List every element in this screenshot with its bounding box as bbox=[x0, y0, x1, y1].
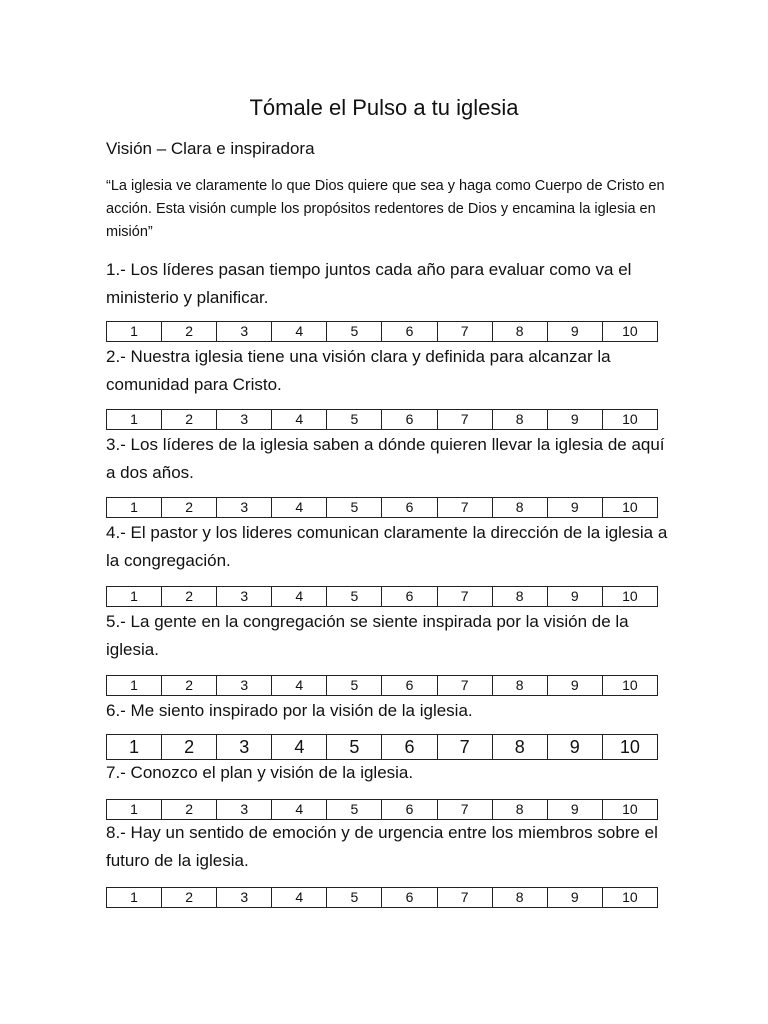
rating-option-3[interactable]: 3 bbox=[217, 888, 272, 908]
rating-option-9[interactable]: 9 bbox=[547, 676, 602, 696]
rating-scale-7 bbox=[106, 799, 658, 820]
rating-option-8[interactable]: 8 bbox=[492, 498, 547, 518]
rating-scale-6 bbox=[106, 734, 658, 760]
rating-option-9[interactable]: 9 bbox=[547, 800, 602, 820]
rating-option-7[interactable]: 7 bbox=[437, 800, 492, 820]
rating-row bbox=[107, 498, 658, 518]
rating-option-1[interactable]: 1 bbox=[107, 888, 162, 908]
rating-scale-2 bbox=[106, 409, 658, 430]
rating-option-4[interactable]: 4 bbox=[272, 735, 327, 760]
rating-option-1[interactable]: 1 bbox=[107, 676, 162, 696]
question-2: 2.- Nuestra iglesia tiene una visión clara y definida para alcanzar la comunidad para Cristo. bbox=[106, 347, 611, 394]
rating-option-1[interactable]: 1 bbox=[107, 587, 162, 607]
rating-option-7[interactable]: 7 bbox=[437, 322, 492, 342]
rating-option-5[interactable]: 5 bbox=[327, 735, 382, 760]
rating-option-6[interactable]: 6 bbox=[382, 800, 437, 820]
rating-row bbox=[107, 888, 658, 908]
rating-option-4[interactable]: 4 bbox=[272, 587, 327, 607]
rating-scale-3 bbox=[106, 497, 658, 518]
rating-option-5[interactable]: 5 bbox=[327, 587, 382, 607]
rating-option-9[interactable]: 9 bbox=[547, 410, 602, 430]
question-7: 7.- Conozco el plan y visión de la iglesia. bbox=[106, 763, 414, 782]
rating-option-2[interactable]: 2 bbox=[162, 587, 217, 607]
question-8: 8.- Hay un sentido de emoción y de urgencia entre los miembros sobre el futuro de la iglesia. bbox=[106, 823, 658, 870]
rating-scale-8 bbox=[106, 887, 658, 908]
rating-row bbox=[107, 410, 658, 430]
rating-option-4[interactable]: 4 bbox=[272, 888, 327, 908]
vision-quote: “La iglesia ve claramente lo que Dios quiere que sea y haga como Cuerpo de Cristo en acción. Esta visión cumple los propósitos redentores de Dios y encamina la iglesia en misión” bbox=[106, 178, 665, 240]
rating-option-7[interactable]: 7 bbox=[437, 676, 492, 696]
rating-row bbox=[107, 800, 658, 820]
rating-option-9[interactable]: 9 bbox=[547, 735, 602, 760]
rating-option-4[interactable]: 4 bbox=[272, 322, 327, 342]
rating-option-3[interactable]: 3 bbox=[217, 800, 272, 820]
rating-row bbox=[107, 587, 658, 607]
question-1: 1.- Los líderes pasan tiempo juntos cada año para evaluar como va el ministerio y planificar. bbox=[106, 260, 632, 307]
rating-option-9[interactable]: 9 bbox=[547, 587, 602, 607]
rating-option-5[interactable]: 5 bbox=[327, 498, 382, 518]
rating-scale-5 bbox=[106, 675, 658, 696]
rating-option-6[interactable]: 6 bbox=[382, 410, 437, 430]
rating-option-10[interactable]: 10 bbox=[602, 410, 657, 430]
rating-option-10[interactable]: 10 bbox=[602, 587, 657, 607]
question-4: 4.- El pastor y los lideres comunican claramente la dirección de la iglesia a la congregación. bbox=[106, 523, 668, 570]
rating-option-8[interactable]: 8 bbox=[492, 735, 547, 760]
rating-option-1[interactable]: 1 bbox=[107, 735, 162, 760]
rating-scale-1 bbox=[106, 321, 658, 342]
rating-option-3[interactable]: 3 bbox=[217, 587, 272, 607]
rating-option-10[interactable]: 10 bbox=[602, 322, 657, 342]
rating-option-2[interactable]: 2 bbox=[162, 410, 217, 430]
rating-scale-4 bbox=[106, 586, 658, 607]
rating-option-8[interactable]: 8 bbox=[492, 800, 547, 820]
rating-option-10[interactable]: 10 bbox=[602, 498, 657, 518]
rating-option-1[interactable]: 1 bbox=[107, 322, 162, 342]
rating-option-2[interactable]: 2 bbox=[162, 322, 217, 342]
rating-option-9[interactable]: 9 bbox=[547, 498, 602, 518]
rating-option-3[interactable]: 3 bbox=[217, 410, 272, 430]
page-title: Tómale el Pulso a tu iglesia bbox=[249, 95, 519, 120]
rating-option-4[interactable]: 4 bbox=[272, 410, 327, 430]
rating-option-8[interactable]: 8 bbox=[492, 322, 547, 342]
question-3: 3.- Los líderes de la iglesia saben a dónde quieren llevar la iglesia de aquí a dos años. bbox=[106, 435, 665, 482]
rating-row bbox=[107, 322, 658, 342]
rating-option-1[interactable]: 1 bbox=[107, 498, 162, 518]
rating-option-4[interactable]: 4 bbox=[272, 498, 327, 518]
rating-option-2[interactable]: 2 bbox=[162, 676, 217, 696]
rating-row bbox=[107, 735, 658, 760]
rating-option-5[interactable]: 5 bbox=[327, 322, 382, 342]
rating-option-3[interactable]: 3 bbox=[217, 498, 272, 518]
rating-option-10[interactable]: 10 bbox=[602, 888, 657, 908]
rating-option-4[interactable]: 4 bbox=[272, 800, 327, 820]
rating-option-9[interactable]: 9 bbox=[547, 888, 602, 908]
rating-row bbox=[107, 676, 658, 696]
rating-option-7[interactable]: 7 bbox=[437, 498, 492, 518]
rating-option-9[interactable]: 9 bbox=[547, 322, 602, 342]
rating-option-7[interactable]: 7 bbox=[437, 735, 492, 760]
rating-option-7[interactable]: 7 bbox=[437, 888, 492, 908]
rating-option-6[interactable]: 6 bbox=[382, 735, 437, 760]
rating-option-5[interactable]: 5 bbox=[327, 888, 382, 908]
question-5: 5.- La gente en la congregación se siente inspirada por la visión de la iglesia. bbox=[106, 612, 629, 659]
rating-option-5[interactable]: 5 bbox=[327, 676, 382, 696]
question-6: 6.- Me siento inspirado por la visión de la iglesia. bbox=[106, 701, 473, 720]
rating-option-8[interactable]: 8 bbox=[492, 587, 547, 607]
rating-option-5[interactable]: 5 bbox=[327, 800, 382, 820]
rating-option-2[interactable]: 2 bbox=[162, 888, 217, 908]
rating-option-10[interactable]: 10 bbox=[602, 735, 657, 760]
rating-option-10[interactable]: 10 bbox=[602, 800, 657, 820]
rating-option-6[interactable]: 6 bbox=[382, 676, 437, 696]
rating-option-6[interactable]: 6 bbox=[382, 587, 437, 607]
rating-option-6[interactable]: 6 bbox=[382, 888, 437, 908]
rating-option-7[interactable]: 7 bbox=[437, 410, 492, 430]
rating-option-2[interactable]: 2 bbox=[162, 498, 217, 518]
rating-option-3[interactable]: 3 bbox=[217, 676, 272, 696]
rating-option-8[interactable]: 8 bbox=[492, 888, 547, 908]
rating-option-1[interactable]: 1 bbox=[107, 800, 162, 820]
rating-option-3[interactable]: 3 bbox=[217, 735, 272, 760]
rating-option-6[interactable]: 6 bbox=[382, 498, 437, 518]
rating-option-3[interactable]: 3 bbox=[217, 322, 272, 342]
rating-option-2[interactable]: 2 bbox=[162, 735, 217, 760]
rating-option-10[interactable]: 10 bbox=[602, 676, 657, 696]
rating-option-8[interactable]: 8 bbox=[492, 676, 547, 696]
rating-option-1[interactable]: 1 bbox=[107, 410, 162, 430]
rating-option-4[interactable]: 4 bbox=[272, 676, 327, 696]
section-subtitle: Visión – Clara e inspiradora bbox=[106, 139, 315, 158]
rating-option-2[interactable]: 2 bbox=[162, 800, 217, 820]
rating-option-8[interactable]: 8 bbox=[492, 410, 547, 430]
rating-option-5[interactable]: 5 bbox=[327, 410, 382, 430]
rating-option-7[interactable]: 7 bbox=[437, 587, 492, 607]
rating-option-6[interactable]: 6 bbox=[382, 322, 437, 342]
